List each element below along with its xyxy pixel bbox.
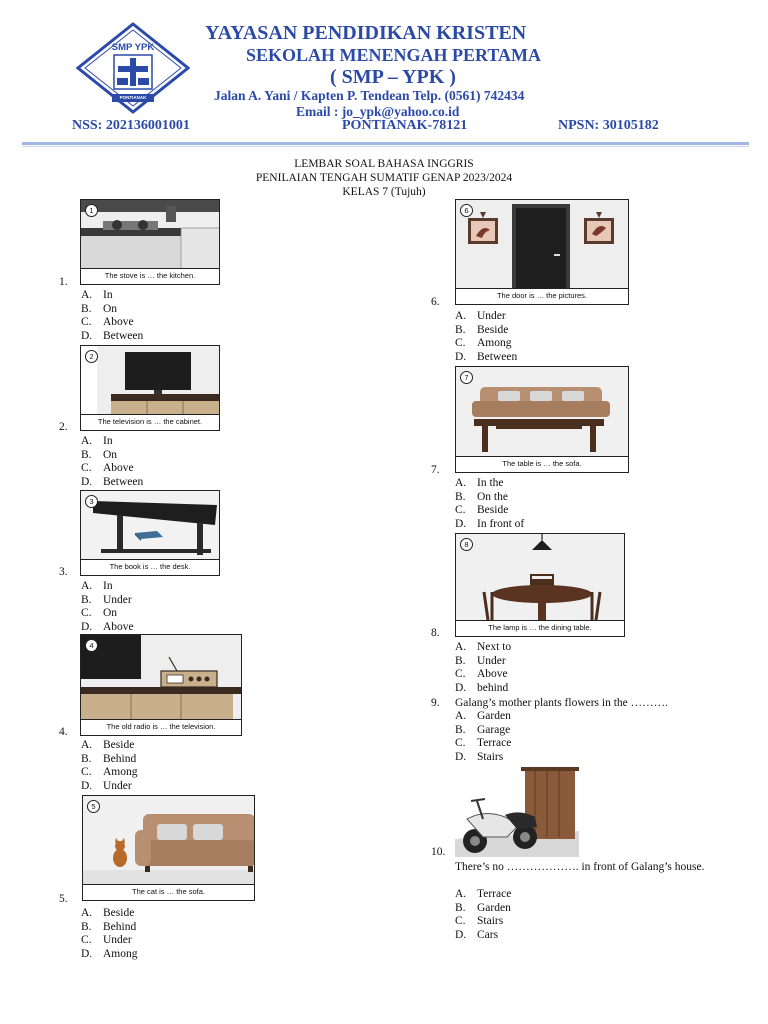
- option-b[interactable]: B. On: [81, 448, 118, 461]
- option-b[interactable]: B. Under: [455, 654, 506, 667]
- question-2-number: 2.: [59, 421, 68, 433]
- nss-number: NSS: 202136001001: [72, 118, 190, 133]
- question-9-options: [455, 710, 511, 764]
- question-3-caption: The book is … the desk.: [81, 559, 219, 575]
- question-5-caption: The cat is … the sofa.: [83, 884, 254, 900]
- option-c[interactable]: C. Terrace: [455, 737, 512, 750]
- question-6-number: 6.: [431, 296, 440, 308]
- option-b[interactable]: B. Behind: [81, 752, 137, 765]
- sheet-title: LEMBAR SOAL BAHASA INGGRIS: [294, 158, 474, 170]
- question-8-options: [455, 641, 511, 695]
- school-address: Jalan A. Yani / Kapten P. Tendean Telp. (0561) 742434: [214, 88, 525, 103]
- question-10-text: There’s no ………………. in front of Galang’s house.: [455, 861, 705, 873]
- question-7-badge: 7: [460, 371, 473, 384]
- question-1-picture: [80, 199, 220, 285]
- question-4-picture: [80, 634, 242, 736]
- question-8-number: 8.: [431, 627, 440, 639]
- city-postal: PONTIANAK-78121: [342, 118, 468, 133]
- option-a[interactable]: A. Terrace: [455, 888, 512, 900]
- logo-text-top: SMP YPK: [111, 42, 155, 53]
- question-1-caption: The stove is … the kitchen.: [81, 268, 219, 284]
- option-c[interactable]: C. Above: [81, 462, 134, 475]
- question-10-picture: [455, 765, 579, 857]
- option-a[interactable]: A. Beside: [81, 739, 135, 751]
- option-c[interactable]: C. Beside: [455, 504, 509, 517]
- question-10-number: 10.: [431, 846, 446, 858]
- question-5-number: 5.: [59, 893, 68, 905]
- option-a[interactable]: A. In: [81, 289, 113, 301]
- header-divider-thin: [22, 146, 749, 147]
- question-2-options: [81, 435, 143, 489]
- question-1-badge: 1: [85, 204, 98, 217]
- option-d[interactable]: D. Between: [81, 329, 144, 342]
- question-3-badge: 3: [85, 495, 98, 508]
- option-b[interactable]: B. Garden: [455, 901, 511, 914]
- logo-text-bottom: PONTIANAK: [119, 95, 147, 100]
- option-a[interactable]: A. In: [81, 580, 113, 592]
- question-2-picture: [80, 345, 220, 431]
- question-2-badge: 2: [85, 350, 98, 363]
- question-8-badge: 8: [460, 538, 473, 551]
- option-c[interactable]: C. Above: [81, 316, 134, 329]
- school-name: SEKOLAH MENENGAH PERTAMA: [246, 45, 542, 65]
- question-5-options: [81, 907, 138, 961]
- option-a[interactable]: A. In: [81, 435, 113, 447]
- question-3-options: [81, 580, 134, 634]
- option-c[interactable]: C. Among: [81, 766, 138, 779]
- npsn-number: NPSN: 30105182: [558, 118, 659, 133]
- header-divider: [22, 142, 749, 145]
- option-d[interactable]: D. In front of: [455, 517, 525, 530]
- option-b[interactable]: B. Garage: [455, 723, 511, 736]
- option-d[interactable]: D. Among: [81, 947, 138, 960]
- question-10-options: [455, 888, 511, 942]
- option-a[interactable]: A. Under: [455, 310, 506, 322]
- question-4-caption: The old radio is … the television.: [81, 719, 241, 735]
- question-1-number: 1.: [59, 276, 68, 288]
- school-logo: [76, 22, 190, 114]
- question-4-badge: 4: [85, 639, 98, 652]
- option-a[interactable]: A. Next to: [455, 641, 512, 653]
- option-d[interactable]: D. Between: [81, 475, 144, 488]
- question-7-number: 7.: [431, 464, 440, 476]
- question-2-caption: The television is … the cabinet.: [81, 414, 219, 430]
- question-1-options: [81, 289, 143, 343]
- question-3-number: 3.: [59, 566, 68, 578]
- foundation-name: YAYASAN PENDIDIKAN KRISTEN: [205, 22, 527, 44]
- question-7-options: [455, 477, 524, 531]
- option-b[interactable]: B. On the: [455, 490, 508, 503]
- option-b[interactable]: B. Behind: [81, 920, 137, 933]
- question-7-caption: The table is … the sofa.: [456, 456, 628, 472]
- question-6-picture: [455, 199, 629, 305]
- question-6-caption: The door is … the pictures.: [456, 288, 628, 304]
- question-7-picture: [455, 366, 629, 473]
- option-c[interactable]: C. Under: [81, 934, 132, 947]
- question-8-picture: [455, 533, 625, 637]
- option-a[interactable]: A. Beside: [81, 907, 135, 919]
- option-d[interactable]: D. Under: [81, 779, 132, 792]
- option-b[interactable]: B. On: [81, 302, 118, 315]
- option-c[interactable]: C. Stairs: [455, 915, 504, 928]
- question-8-caption: The lamp is … the dining table.: [456, 620, 624, 636]
- option-b[interactable]: B. Beside: [455, 323, 509, 336]
- option-c[interactable]: C. Among: [455, 337, 512, 350]
- option-c[interactable]: C. On: [81, 607, 118, 620]
- exam-title: PENILAIAN TENGAH SUMATIF GENAP 2023/2024: [255, 172, 513, 184]
- option-d[interactable]: D. Between: [455, 350, 518, 363]
- question-6-options: [455, 310, 517, 364]
- option-b[interactable]: B. Under: [81, 593, 132, 606]
- question-9-text: Galang’s mother plants flowers in the ……….: [455, 697, 669, 709]
- question-5-picture: [82, 795, 255, 901]
- school-abbreviation: ( SMP – YPK ): [330, 66, 456, 88]
- option-d[interactable]: D. behind: [455, 681, 509, 694]
- school-email: Email : jo_ypk@yahoo.co.id: [296, 104, 460, 119]
- option-d[interactable]: D. Stairs: [455, 750, 504, 763]
- question-5-badge: 5: [87, 800, 100, 813]
- question-3-picture: [80, 490, 220, 576]
- option-d[interactable]: D. Above: [81, 620, 134, 633]
- option-a[interactable]: A. In the: [455, 477, 504, 489]
- class-title: KELAS 7 (Tujuh): [342, 186, 426, 198]
- question-9-number: 9.: [431, 697, 440, 709]
- option-c[interactable]: C. Above: [455, 668, 508, 681]
- question-4-number: 4.: [59, 726, 68, 738]
- option-d[interactable]: D. Cars: [455, 928, 499, 941]
- question-6-badge: 6: [460, 204, 473, 217]
- option-a[interactable]: A. Garden: [455, 710, 511, 722]
- question-4-options: [81, 739, 138, 793]
